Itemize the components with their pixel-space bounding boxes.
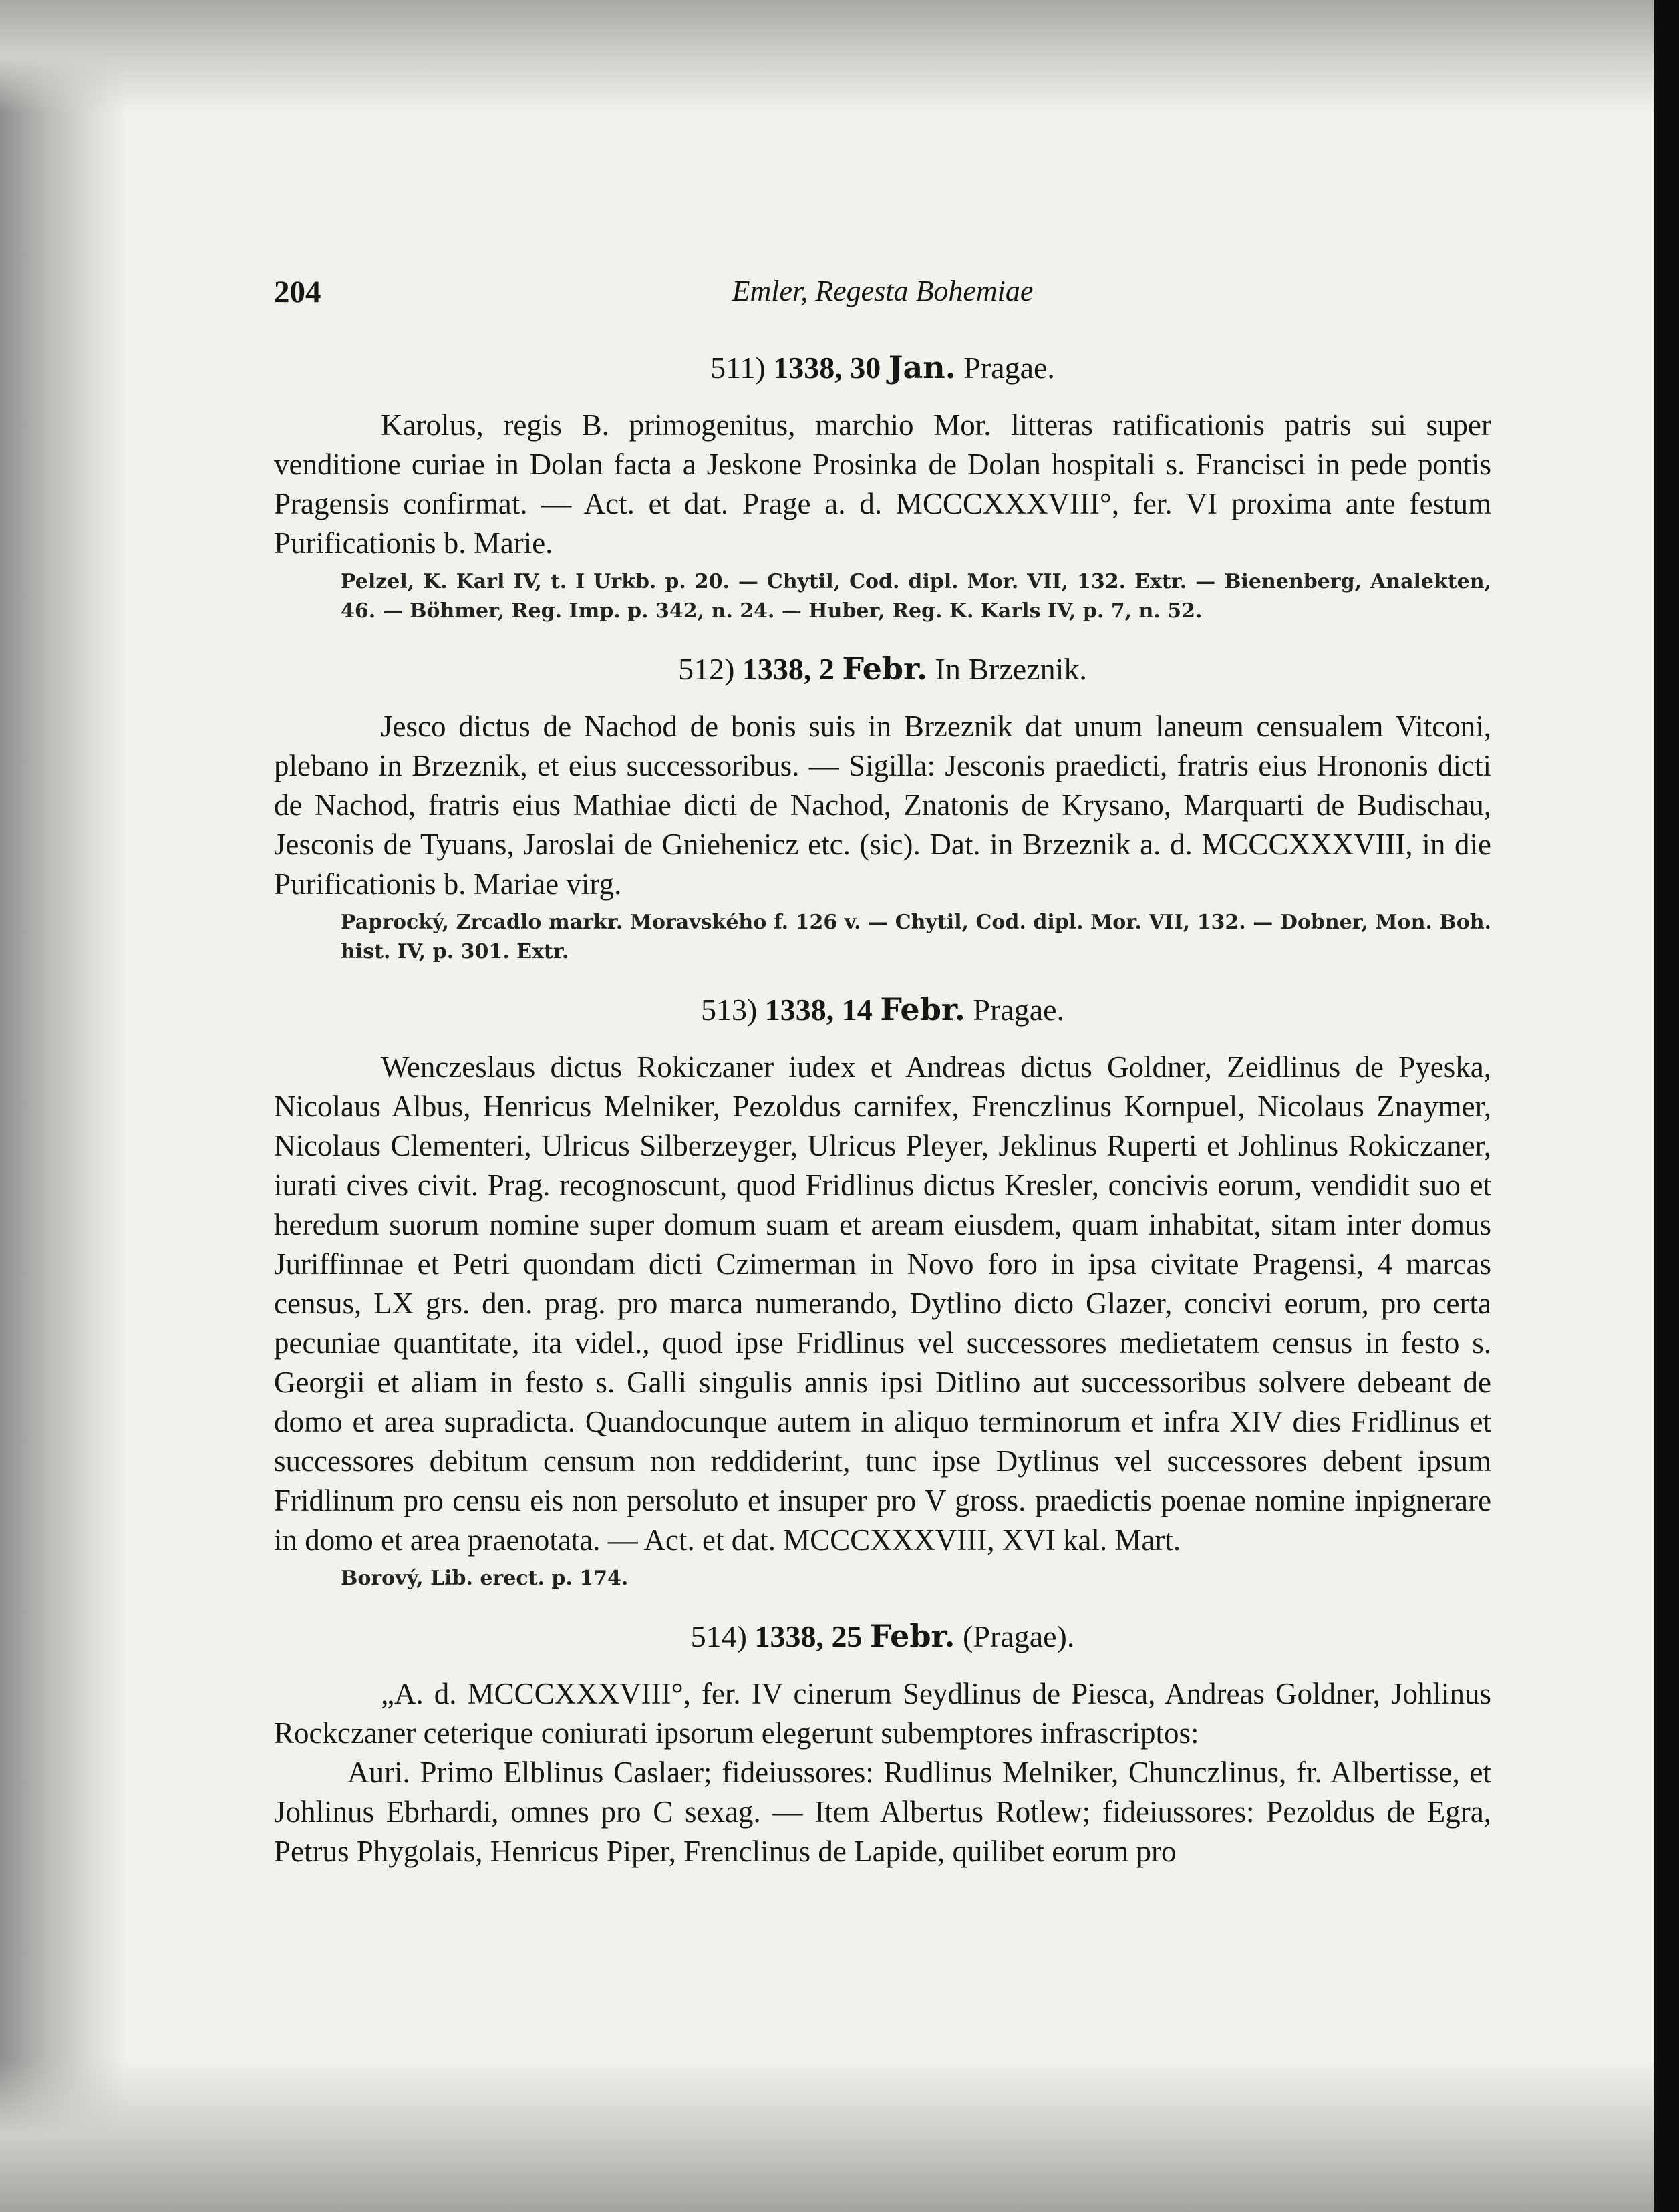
entry-paragraph: Karolus, regis B. primogenitus, marchio Mor. litteras ratificationis patris sui super venditione curiae in Dolan facta a Jeskone Prosinka de Dolan hospitali s. Francisci in pede pontis Pragensis confirmat. — Act. et dat. Prage a. d. MCCCXXXVIII°, fer. VI proxima ante festum Purificationis b. Marie.	[274, 408, 1491, 560]
entry-heading	[274, 649, 1491, 689]
entry-month: Febr.	[869, 1618, 955, 1654]
entry-year: 1338,	[754, 1619, 824, 1653]
entry-sources: Borový, Lib. erect. p. 174.	[341, 1567, 629, 1590]
entry-number: 514)	[690, 1619, 747, 1653]
scan-border-right	[1654, 0, 1679, 2212]
entry-place: Pragae.	[963, 351, 1055, 385]
entry-heading	[274, 1616, 1491, 1657]
scan-shadow-left	[0, 0, 127, 2212]
entry-text	[274, 707, 1491, 904]
entry-text	[274, 1674, 1491, 1871]
entry-heading	[274, 989, 1491, 1030]
entry-year: 1338,	[742, 652, 812, 686]
entry-sources: Paprocký, Zrcadlo markr. Moravského f. 126 v. — Chytil, Cod. dipl. Mor. VII, 132. — Dobner, Mon. Boh. hist. IV, p. 301. Extr.	[341, 911, 1491, 963]
entry-place: In Brzeznik.	[935, 652, 1087, 686]
scan-shadow-bottom	[0, 2058, 1679, 2212]
entry-number: 512)	[678, 652, 735, 686]
running-head	[274, 274, 1491, 325]
entry-day: 2	[818, 652, 834, 686]
entry-paragraph: Auri. Primo Elblinus Caslaer; fideiussores: Rudlinus Melniker, Chunczlinus, fr. Albertisse, et Johlinus Ebrhardi, omnes pro C sexag. — Item Albertus Rotlew; fideiussores: Pezoldus de Egra, Petrus Phygolais, Henricus Piper, Frenclinus de Lapide, quilibet eorum pro	[274, 1756, 1491, 1868]
running-title: Emler, Regesta Bohemiae	[732, 275, 1034, 307]
entry-number: 511)	[710, 351, 766, 385]
entry-text	[274, 406, 1491, 563]
entry-day: 14	[841, 993, 873, 1027]
entry-text	[274, 1048, 1491, 1560]
entry-heading	[274, 347, 1491, 388]
entry-number: 513)	[700, 993, 758, 1027]
page-body	[274, 274, 1491, 1871]
scan-shadow-top	[0, 0, 1679, 114]
page-number: 204	[274, 275, 321, 309]
entry-paragraph: Jesco dictus de Nachod de bonis suis in Brzeznik dat unum laneum censualem Vitconi, plebano in Brzeznik, et eius successoribus. — Sigilla: Jesconis praedicti, fratris eius Hrononis dicti de Nachod, fratris eius Mathiae dicti de Nachod, Znatonis de Krysano, Marquarti de Budischau, Jesconis de Tyuans, Jaroslai de Gniehenicz etc. (sic). Dat. in Brzeznik a. d. MCCCXXXVIII, in die Purificationis b. Mariae virg.	[274, 709, 1491, 901]
entry-sources: Pelzel, K. Karl IV, t. I Urkb. p. 20. — Chytil, Cod. dipl. Mor. VII, 132. Extr. — Bienenberg, Analekten, 46. — Böhmer, Reg. Imp. p. 342, n. 24. — Huber, Reg. K. Karls IV, p. 7, n. 52.	[341, 570, 1491, 623]
entry-year: 1338,	[773, 351, 843, 385]
entry-month: Febr.	[880, 991, 965, 1028]
entry-paragraph: „A. d. MCCCXXXVIII°, fer. IV cinerum Seydlinus de Piesca, Andreas Goldner, Johlinus Rockczaner ceterique coniurati ipsorum elegerunt subemptores infrascriptos:	[274, 1677, 1491, 1750]
entry-day: 25	[831, 1619, 863, 1653]
entry-year: 1338,	[764, 993, 834, 1027]
entry-month: Febr.	[842, 651, 928, 687]
entry-place: Pragae.	[973, 993, 1065, 1027]
entry-day: 30	[850, 351, 881, 385]
entry-month: Jan.	[888, 349, 956, 385]
entry-paragraph: Wenczeslaus dictus Rokiczaner iudex et Andreas dictus Goldner, Zeidlinus de Pyeska, Nicolaus Albus, Henricus Melniker, Pezoldus carnifex, Frenczlinus Kornpuel, Nicolaus Znaymer, Nicolaus Clementeri, Ulricus Silberzeyger, Ulricus Pleyer, Jeklinus Ruperti et Johlinus Rokiczaner, iurati cives civit. Prag. recognoscunt, quod Fridlinus dictus Kresler, concivis eorum, vendidit suo et heredum suorum nomine super domum suam et aream eiusdem, quam inhabitat, sitam inter domus Juriffinnae et Petri quondam dicti Czimerman in Novo foro in ipsa civitate Pragensi, 4 marcas census, LX grs. den. prag. pro marca numerando, Dytlino dicto Glazer, concivi eorum, pro certa pecuniae quantitate, ita videl., quod ipse Fridlinus vel successores medietatem census in festo s. Georgii et aliam in festo s. Galli singulis annis ipsi Ditlino aut successoribus solvere debeant de domo et area supradicta. Quandocunque autem in aliquo terminorum et infra XIV dies Fridlinus et successores debitum censum non reddiderint, tunc ipse Dytlinus vel successores debent ipsum Fridlinum pro censu eis non persoluto et insuper pro V gross. praedictis poenae nomine inpignerare in domo et area praenotata. — Act. et dat. MCCCXXXVIII, XVI kal. Mart.	[274, 1050, 1491, 1557]
entry-place: (Pragae).	[963, 1619, 1075, 1653]
